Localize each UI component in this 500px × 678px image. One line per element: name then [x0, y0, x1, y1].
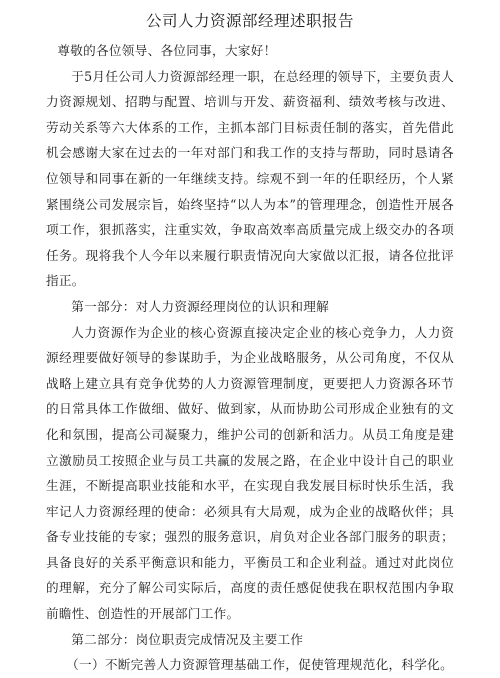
- greeting-line: 尊敬的各位领导、各位同事，大家好！: [57, 43, 277, 58]
- subsection-1-heading: （一）不断完善人力资源管理基础工作，促使管理规范化，科学化。: [66, 657, 453, 673]
- section-1-paragraph: 人力资源作为企业的核心资源直接决定企业的核心竞争力，人力资源经理要做好领导的参谋助手，为企业战略服务，从公司角度，不仅从战略上建立具有竞争优势的人力资源管理制度，更要把人力资源各环节的日常具体工作做细、做好、做到家，从而协助公司形成企业独有的文化和氛围，提高公司凝聚力，维护公司的创新和活力。从员工角度是建立激励员工按照企业与员工共赢的发展之路，在企业中设计自己的职业生涯，不断提高职业技能和水平，在实现自我发展目标时快乐生活，我牢记人力资源经理的使命：必须具有大局观，成为企业的战略伙伴；具备专业技能的专家；强烈的服务意识，肩负对企业各部门服务的职责；具备良好的关系平衡意识和能力，平衡员工和企业利益。通过对此岗位的理解，充分了解公司实际后，高度的责任感促使我在职权范围内争取前瞻性、创造性的开展部门工作。: [46, 324, 454, 622]
- section-1-heading: 第一部分：对人力资源经理岗位的认识和理解: [71, 298, 330, 314]
- intro-paragraph: 于5月任公司人力资源部经理一职，在总经理的领导下，主要负责人力资源规划、招聘与配置、培训与开发、薪资福利、绩效考核与改进、劳动关系等六大体系的工作，主抓本部门目标责任制的落实，首先借此机会感谢大家在过去的一年对部门和我工作的支持与帮助，同时恳请各位领导和同事在新的一年继续支持。综观不到一年的任职经历，个人紧紧围绕公司发展宗旨，始终坚持“以人为本”的管理理念，创造性开展各项工作，狠抓落实，注重实效，争取高效率高质量完成上级交办的各项任务。现将我个人今年以来履行职责情况向大家做以汇报，请各位批评指正。: [46, 68, 454, 289]
- section-2-heading: 第二部分：岗位职责完成情况及主要工作: [71, 631, 304, 647]
- document-title: 公司人力资源部经理述职报告: [145, 12, 354, 30]
